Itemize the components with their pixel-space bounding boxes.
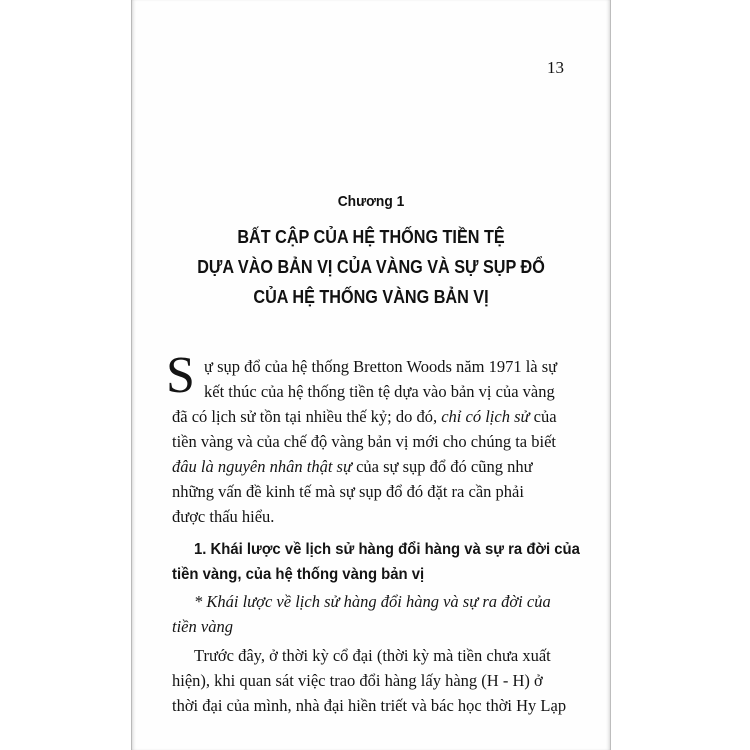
intro-line-5-emphasis: đâu là nguyên nhân thật sự xyxy=(172,457,352,476)
drop-cap: S xyxy=(166,347,195,404)
subheading-line-1: * Khái lược về lịch sử hàng đổi hàng và sự ra đời của xyxy=(194,592,551,611)
intro-line-3-text: đã có lịch sử tồn tại nhiều thế kỷ; do đó, xyxy=(172,407,442,426)
page-number: 13 xyxy=(547,58,564,77)
chapter-label: Chương 1 xyxy=(337,193,405,210)
intro-line-2: kết thúc của hệ thống tiền tệ dựa vào bản vị của vàng xyxy=(204,382,555,401)
chapter-title-line-1: BẤT CẬP CỦA HỆ THỐNG TIỀN TỆ xyxy=(237,227,505,247)
chapter-title-line-2: DỰA VÀO BẢN VỊ CỦA VÀNG VÀ SỰ SỤP ĐỔ xyxy=(197,257,545,277)
section-heading-line-2: tiền vàng, của hệ thống vàng bản vị xyxy=(172,566,425,583)
intro-line-3 xyxy=(172,404,584,430)
intro-line-5 xyxy=(172,454,584,480)
body-line-2: hiện), khi quan sát việc trao đổi hàng lấy hàng (H - H) ở xyxy=(172,671,543,690)
intro-line-4: tiền vàng và của chế độ vàng bản vị mới cho chúng ta biết xyxy=(172,432,556,451)
section-heading-line-1: 1. Khái lược về lịch sử hàng đổi hàng và sự ra đời của xyxy=(194,541,580,558)
intro-line-3-emphasis: chỉ có lịch sử xyxy=(441,407,530,426)
chapter-title-line-3: CỦA HỆ THỐNG VÀNG BẢN VỊ xyxy=(253,287,489,307)
body-line-3: thời đại của mình, nhà đại hiền triết và bác học thời Hy Lạp xyxy=(172,696,567,715)
intro-line-1: ự sụp đổ của hệ thống Bretton Woods năm 1971 là sự xyxy=(204,357,558,376)
book-page xyxy=(131,0,611,750)
intro-line-7: được thấu hiểu. xyxy=(172,507,275,526)
body-line-1: Trước đây, ở thời kỳ cổ đại (thời kỳ mà tiền chưa xuất xyxy=(194,646,551,665)
intro-line-6: những vấn đề kinh tế mà sự sụp đổ đó đặt ra cần phải xyxy=(172,482,524,501)
intro-line-5-text: của sự sụp đổ đó cũng như xyxy=(351,457,533,476)
intro-line-3-end: của xyxy=(529,407,557,426)
subheading-line-2: tiền vàng xyxy=(172,617,233,636)
